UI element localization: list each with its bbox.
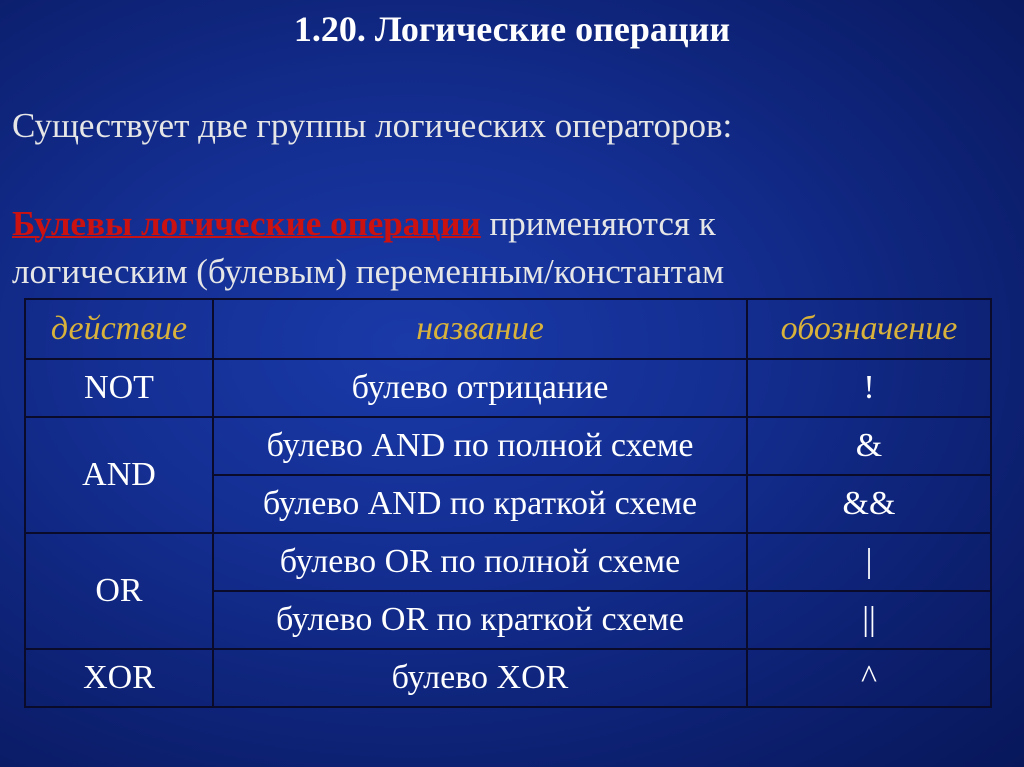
action-cell: NOT <box>25 359 213 417</box>
action-cell: XOR <box>25 649 213 707</box>
name-cell: булево отрицание <box>213 359 747 417</box>
symbol-cell: || <box>747 591 991 649</box>
symbol-cell: | <box>747 533 991 591</box>
slide-title: 1.20. Логические операции <box>293 9 731 49</box>
description-line1-rest: применяются к <box>480 204 716 243</box>
column-header-action: действие <box>25 299 213 359</box>
name-cell: булево AND по краткой схеме <box>213 475 747 533</box>
name-cell: булево AND по полной схеме <box>213 417 747 475</box>
symbol-cell: && <box>747 475 991 533</box>
table-row <box>25 417 991 475</box>
symbol-cell: & <box>747 417 991 475</box>
description-line2: логическим (булевым) переменным/константам <box>12 252 725 291</box>
table-row <box>25 359 991 417</box>
table-header-row <box>25 299 991 359</box>
symbol-cell: ^ <box>747 649 991 707</box>
intro-text: Существует две группы логических операторов: <box>12 106 733 145</box>
operations-table <box>24 298 992 708</box>
description-paragraph <box>12 200 1012 296</box>
column-header-symbol: обозначение <box>747 299 991 359</box>
name-cell: булево XOR <box>213 649 747 707</box>
table-row <box>25 533 991 591</box>
action-cell: OR <box>25 533 213 649</box>
action-cell: AND <box>25 417 213 533</box>
column-header-name: название <box>213 299 747 359</box>
boolean-operations-term: Булевы логические операции <box>12 204 481 243</box>
name-cell: булево OR по краткой схеме <box>213 591 747 649</box>
table-row <box>25 649 991 707</box>
symbol-cell: ! <box>747 359 991 417</box>
name-cell: булево OR по полной схеме <box>213 533 747 591</box>
